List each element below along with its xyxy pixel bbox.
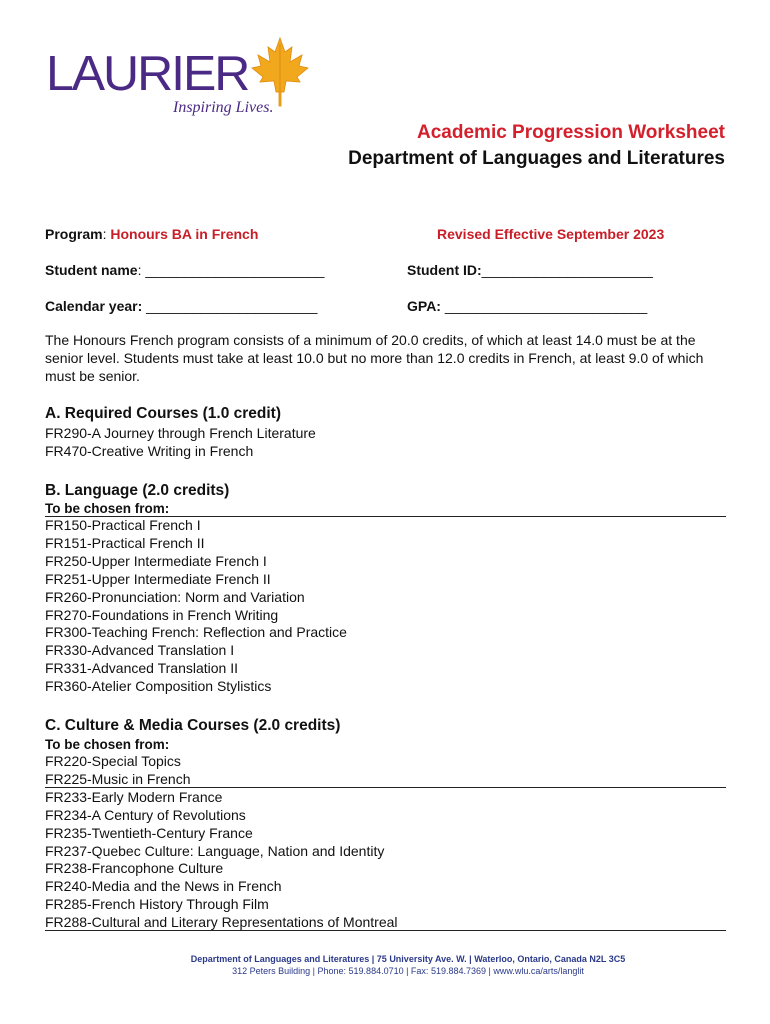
student-id-field[interactable]: ______________________ — [481, 262, 653, 278]
section-b-list — [45, 517, 347, 696]
list-item: FR250-Upper Intermediate French I — [45, 552, 267, 569]
list-item: FR225-Music in French — [45, 770, 191, 787]
bottom-rule — [45, 930, 726, 931]
list-item: FR235-Twentieth-Century France — [45, 824, 253, 841]
program-description: The Honours French program consists of a minimum of 20.0 credits, of which at least 14.0 must be at the senior level. Students must take at least 10.0 but no more than 12.0 credits in French, at least 9.0 of which must be senior. — [45, 332, 704, 384]
list-item: FR270-Foundations in French Writing — [45, 606, 279, 623]
student-id-row — [407, 262, 653, 278]
footer-address: Department of Languages and Literatures | 75 University Ave. W. | Waterloo, Ontario, Canada N2L 3C5 — [190, 954, 626, 964]
list-item: FR234-A Century of Revolutions — [45, 806, 246, 823]
list-item: FR285-French History Through Film — [45, 896, 269, 913]
list-item: FR331-Advanced Translation II — [45, 660, 238, 677]
student-name-row: Student name: _______________________ — [45, 262, 325, 278]
program-label: Program — [45, 226, 103, 242]
gpa-field[interactable]: __________________________ — [444, 298, 648, 314]
section-a-list — [45, 425, 316, 461]
gpa-label: GPA: — [407, 298, 441, 314]
section-c-list — [45, 753, 398, 932]
maple-leaf-icon — [250, 36, 310, 108]
section-c-rule — [45, 787, 726, 788]
section-b-subheading: To be chosen from: — [45, 501, 170, 516]
list-item: FR251-Upper Intermediate French II — [45, 570, 271, 587]
list-item: FR290-A Journey through French Literature — [45, 425, 316, 441]
list-item: FR260-Pronunciation: Norm and Variation — [45, 588, 305, 605]
list-item: FR150-Practical French I — [45, 517, 201, 533]
laurier-logo — [46, 36, 336, 120]
student-name-label: Student name — [45, 262, 138, 278]
section-a-heading: A. Required Courses (1.0 credit) — [45, 405, 282, 422]
list-item: FR360-Atelier Composition Stylistics — [45, 678, 272, 695]
list-item: FR240-Media and the News in French — [45, 878, 282, 895]
revised-date: Revised Effective September 2023 — [437, 226, 665, 242]
list-item: FR470-Creative Writing in French — [45, 442, 254, 459]
list-item: FR238-Francophone Culture — [45, 860, 224, 877]
section-c-heading: C. Culture & Media Courses (2.0 credits) — [45, 717, 341, 734]
gpa-row — [407, 298, 647, 314]
calendar-year-field[interactable]: ______________________ — [146, 298, 318, 314]
list-item: FR288-Cultural and Literary Representations of Montreal — [45, 914, 398, 931]
calendar-year-row — [45, 298, 317, 314]
calendar-year-label: Calendar year: — [45, 298, 143, 314]
logo-tagline: Inspiring Lives. — [173, 99, 274, 116]
list-item: FR151-Practical French II — [45, 534, 205, 551]
program-value: Honours BA in French — [110, 226, 259, 242]
logo-wordmark: LAURIER — [46, 47, 249, 101]
list-item: FR233-Early Modern France — [45, 788, 223, 805]
list-item: FR300-Teaching French: Reflection and Practice — [45, 624, 347, 641]
department-title: Department of Languages and Literatures — [348, 148, 725, 169]
section-c-subheading: To be chosen from: — [45, 737, 170, 752]
section-b-heading: B. Language (2.0 credits) — [45, 482, 230, 499]
list-item: FR330-Advanced Translation I — [45, 642, 235, 659]
list-item: FR220-Special Topics — [45, 753, 181, 769]
worksheet-title: Academic Progression Worksheet — [417, 122, 725, 143]
footer-contact: 312 Peters Building | Phone: 519.884.0710 | Fax: 519.884.7369 | www.wlu.ca/arts/langlit — [232, 966, 584, 976]
student-id-label: Student ID: — [407, 262, 482, 278]
student-name-field[interactable]: _______________________ — [145, 262, 325, 278]
program-row: Program: Honours BA in French — [45, 226, 259, 242]
list-item: FR237-Quebec Culture: Language, Nation and Identity — [45, 842, 385, 859]
